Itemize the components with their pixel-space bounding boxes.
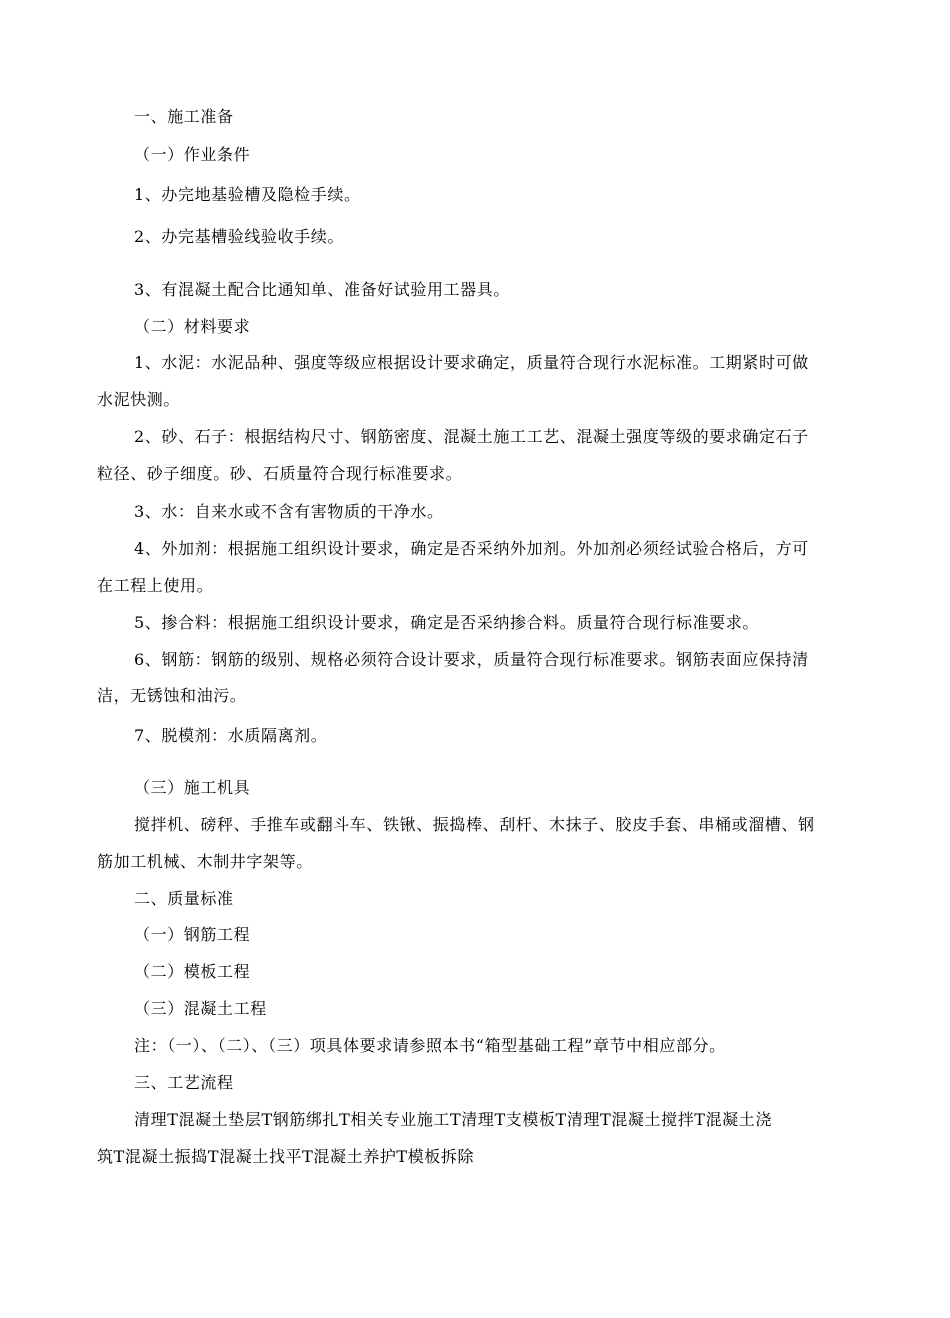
- paragraph-line: 在工程上使用。: [97, 576, 214, 595]
- note-line: 注：（一）、（二）、（三）项具体要求请参照本书“箱型基础工程”章节中相应部分。: [134, 1036, 726, 1055]
- paragraph-line: 6、钢筋：钢筋的级别、规格必须符合设计要求，质量符合现行标准要求。钢筋表面应保持清: [134, 650, 809, 669]
- paragraph-line: 5、掺合料：根据施工组织设计要求，确定是否采纳掺合料。质量符合现行标准要求。: [134, 613, 759, 632]
- section-heading-construction-prep: 一、施工准备: [134, 107, 234, 126]
- subsection-heading-rebar: （一）钢筋工程: [134, 925, 251, 944]
- paragraph-line: 3、有混凝土配合比通知单、准备好试验用工器具。: [134, 280, 510, 299]
- paragraph-line: 1、办完地基验槽及隐检手续。: [134, 185, 361, 204]
- process-flow-line: 清理T混凝土垫层T钢筋绑扎T相关专业施工T清理T支模板T清理T混凝土搅拌T混凝土浇: [134, 1110, 772, 1129]
- paragraph-line: 3、水：自来水或不含有害物质的干净水。: [134, 502, 444, 521]
- process-flow-line: 筑T混凝土振捣T混凝土找平T混凝土养护T模板拆除: [97, 1147, 475, 1166]
- paragraph-line: 1、水泥：水泥品种、强度等级应根据设计要求确定，质量符合现行水泥标准。工期紧时可做: [134, 353, 809, 372]
- paragraph-line: 水泥快测。: [97, 390, 181, 409]
- paragraph-line: 洁，无锈蚀和油污。: [97, 686, 247, 705]
- section-heading-quality-standards: 二、质量标准: [134, 889, 234, 908]
- paragraph-line: 筋加工机械、木制井字架等。: [97, 852, 313, 871]
- paragraph-line: 2、办完基槽验线验收手续。: [134, 227, 344, 246]
- subsection-heading-construction-tools: （三）施工机具: [134, 778, 251, 797]
- subsection-heading-material-requirements: （二）材料要求: [134, 317, 251, 336]
- paragraph-line: 4、外加剂：根据施工组织设计要求，确定是否采纳外加剂。外加剂必须经试验合格后，方可: [134, 539, 809, 558]
- subsection-heading-work-conditions: （一）作业条件: [134, 145, 251, 164]
- section-heading-process-flow: 三、工艺流程: [134, 1073, 234, 1092]
- subsection-heading-formwork: （二）模板工程: [134, 962, 251, 981]
- paragraph-line: 搅拌机、磅秤、手推车或翻斗车、铁锹、振捣棒、刮杆、木抹子、胶皮手套、串桶或溜槽、钢: [134, 815, 815, 834]
- paragraph-line: 粒径、砂子细度。砂、石质量符合现行标准要求。: [97, 464, 463, 483]
- paragraph-line: 7、脱模剂：水质隔离剂。: [134, 726, 328, 745]
- subsection-heading-concrete: （三）混凝土工程: [134, 999, 267, 1018]
- paragraph-line: 2、砂、石子：根据结构尺寸、钢筋密度、混凝土施工工艺、混凝土强度等级的要求确定石子: [134, 427, 809, 446]
